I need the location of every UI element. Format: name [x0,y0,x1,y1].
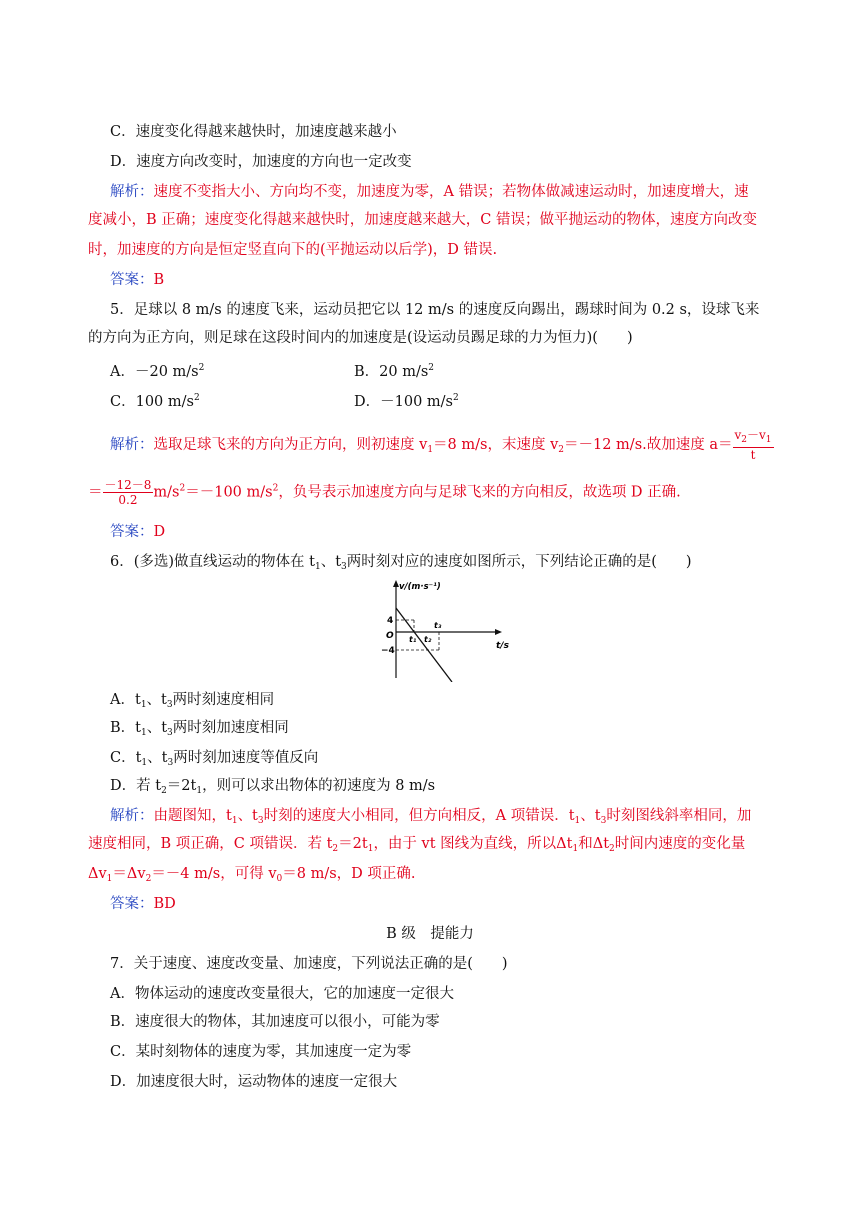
q6-answer: 答案：BD [110,896,176,912]
section-heading: B 级 提能力 [386,926,474,942]
q4-answer: 答案：B [110,272,165,288]
q7-option-b: B．速度很大的物体，其加速度可以很小，可能为零 [110,1014,440,1030]
q4-analysis-line-2: 度减小，B 正确；速度变化得越来越快时，加速度越来越大，C 错误；做平抛运动的物体，速度方向改变 [88,212,757,228]
vt-line [396,608,452,682]
q5-option-d: D．－100 $m/s^2$ [354,393,459,410]
q5-option-b: B．20 $m/s^2$ [354,363,435,380]
velocity-time-graph [362,578,522,682]
q6-stem: 6．(多选)做直线运动的物体在 $t_1$、$t_3$两时刻对应的速度如图所示，下列结论正确的是( ) [110,554,692,572]
q6-option-b: B．$t_1$、$t_3$两时刻加速度相同 [110,720,289,738]
q5-option-c: C．100 $m/s^2$ [110,393,200,410]
q6-analysis-line-1: 解析：由题图知，$t_1$、$t_3$时刻的速度大小相同，但方向相反，A 项错误．$t_1$、$t_3$时刻图线斜率相同，加 [110,808,752,826]
q5-fraction-b: $\frac{-12-8}{0.2}$ [104,478,152,507]
q5-stem-line-2: 的方向为正方向，则足球在这段时间内的加速度是(设运动员踢足球的力为恒力)( ) [88,330,633,346]
q6-option-d: D．若 $t_2=2t_1$，则可以求出物体的初速度为 8 m/s [110,778,436,796]
q7-stem: 7．关于速度、速度改变量、加速度，下列说法正确的是( ) [110,956,508,972]
q4-option-c: C．速度变化得越来越快时，加速度越来越小 [110,124,397,140]
q5-fraction-a: $\frac{v_2-v_1}{t}$ [734,428,772,462]
graph-t1: t₁ [409,635,417,644]
q5-analysis-line-2: ＝ $\frac{-12-8}{0.2}$ $m/s^2=-100$ $m/s^2$，负号表示加速度方向与足球飞来的方向相反，故选项 D 正确. [88,478,681,507]
graph-t2: t₂ [424,635,432,644]
analysis-label: 解析： [110,184,154,200]
q6-analysis-line-2: 速度相同，B 项正确，C 项错误．若 $t_2=2t_1$，由于 vt 图线为直线，所以$\Delta t_1$和$\Delta t_2$时间内速度的变化量 [88,836,746,854]
graph-origin: O [386,631,394,641]
q5-analysis-line-1: 解析：选取足球飞来的方向为正方向，则初速度 $v_1=8$ m/s，末速度 $v_2=-12$ m/s.故加速度 a＝ $\frac{v_2-v_1}{t}$ [110,428,772,462]
q5-option-a: A．－20 $m/s^2$ [110,363,205,380]
q6-analysis-line-3: $\Delta v_1=\Delta v_2=-4$ m/s，可得 $v_0=8$ m/s，D 项正确. [88,866,416,884]
graph-y-pos: 4 [387,616,394,626]
q6-option-a: A．$t_1$、$t_3$两时刻速度相同 [110,692,275,710]
q7-option-d: D．加速度很大时，运动物体的速度一定很大 [110,1074,398,1090]
q5-answer: 答案：D [110,524,166,540]
graph-t3: t₃ [434,621,442,630]
graph-y-neg: −4 [381,646,395,656]
q4-analysis-line-3: 时，加速度的方向是恒定竖直向下的(平抛运动以后学)，D 错误. [88,242,498,258]
q5-stem-line-1: 5．足球以 8 m/s 的速度飞来，运动员把它以 12 m/s 的速度反向踢出，踢球时间为 0.2 s，设球飞来 [110,302,760,318]
q5-options-row-2 [110,388,810,412]
graph-xlabel: t/s [496,641,509,651]
t-axis-arrow [495,629,502,635]
q7-option-c: C．某时刻物体的速度为零，其加速度一定为零 [110,1044,412,1060]
q4-option-d: D．速度方向改变时，加速度的方向也一定改变 [110,154,412,170]
q4-analysis-line-1: 解析：速度不变指大小、方向均不变，加速度为零，A 错误；若物体做减速运动时，加速度增大，速 [110,184,749,200]
q7-option-a: A．物体运动的速度改变量很大，它的加速度一定很大 [110,986,454,1002]
graph-ylabel: v/(m·s⁻¹) [399,582,441,592]
q6-option-c: C．$t_1$、$t_3$两时刻加速度等值反向 [110,750,319,768]
q5-options-row-1 [110,358,810,382]
